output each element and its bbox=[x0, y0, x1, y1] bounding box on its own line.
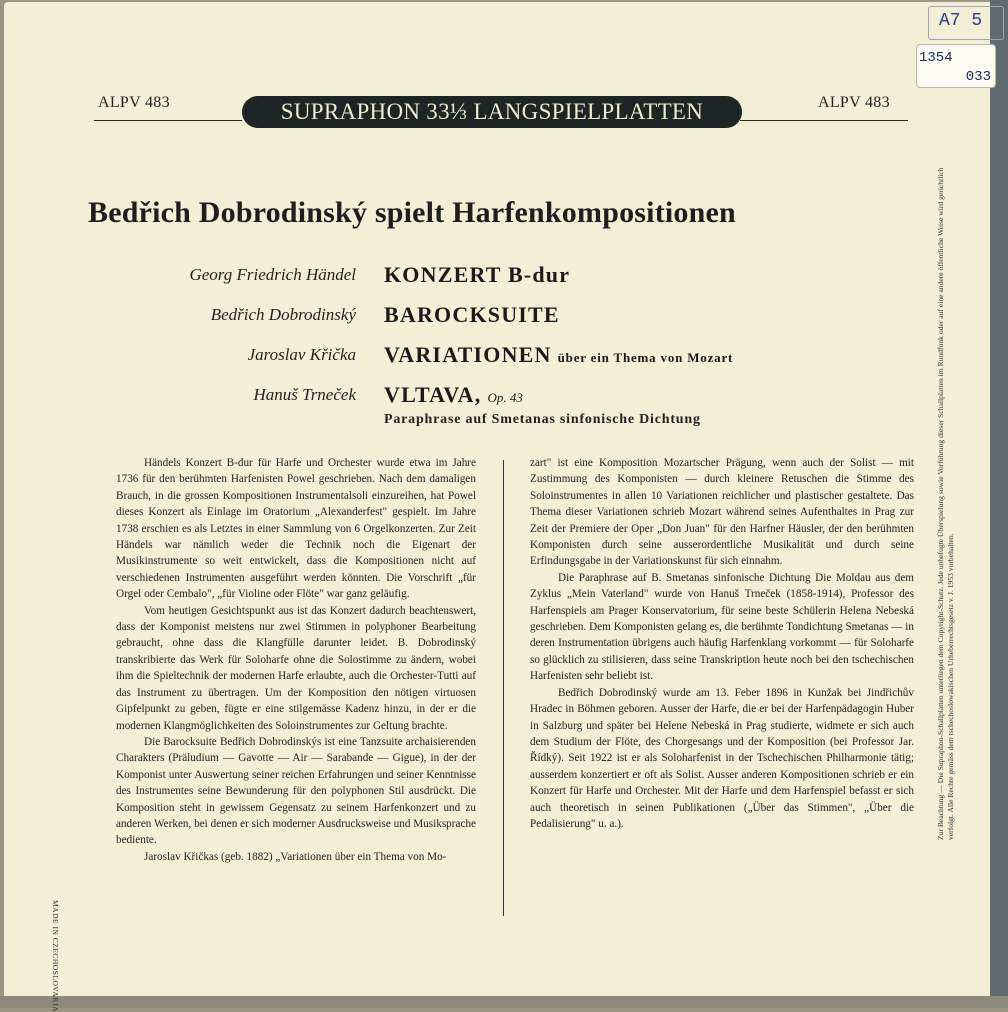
notes-paragraph: Vom heutigen Gesichtspunkt aus ist das Konzert dadurch beachtenswert, dass der Komponist meistens nur zwei Stimmen in polyphoner Bearbeitung gebraucht, ohne dass die Klangfülle darunter leidet. B. Dobrodinský transkribierte das Werk für Soloharfe ohne die Solostimme zu ändern, wobei ihm die Spieltechnik der modernen Harfe erlaubte, auch die Orchester-Tutti auf das Instrument zu übertragen. Um der Komposition den nötigen virtuosen Gipfelpunkt zu geben, fügte er eine stilgemässe Kadenz hinzu, in der er die modernen Klangmöglichkeiten des Soloinstrumentes zur Geltung brachte. bbox=[116, 604, 476, 732]
header-rule-right bbox=[740, 120, 908, 121]
track-2-composer: Bedřich Dobrodinský bbox=[210, 305, 356, 324]
notes-paragraph: zart" ist eine Komposition Mozartscher Prägung, wenn auch der Solist — mit Zustimmung des Komponisten — durch kleinere Retuschen die Stimme des Soloinstrumentes in allen 10 Variationen reichlicher und plastischer gestaltete. Das Thema dieser Variationen schrieb Mozart während seines Aufenthaltes in Prag zur Zeit der Premiere der Oper „Don Juan" für den Harfner Häusler, der den berühmten Komponisten durch seine ausserordentliche Musikalität und durch seine Erfindungsgabe in der Variationskunst für sich einnahm. bbox=[530, 457, 914, 568]
track-4-paraphrase: Paraphrase auf Smetanas sinfonische Dichtung bbox=[384, 412, 701, 427]
catalog-number-left: ALPV 483 bbox=[98, 94, 170, 111]
notes-paragraph: Händels Konzert B-dur für Harfe und Orchester wurde etwa im Jahre 1736 für den berühmten Harfenisten Powel geschrieben. Nach dem damaligen Brauch, in die grossen Kompositionen Instrumentalsoli einzureihen, hat Powel dieses Konzert als Einlage im Oratorium „Alexanderfest" gespielt. Im Jahre 1738 erschien es als Letztes in einer Sammlung von 6 Orgelkonzerten. Zur Zeit Händels war nämlich weder die Technik noch die Eigenart der Musikinstrumente so weit entwickelt, dass die Kompositionen nicht auf verschiedenen Instrumenten ausgeführt werden könnten. Die Vorschrift „für Orgel oder Cembalo", „für Violine oder Flöte" war ganz geläufig. bbox=[116, 457, 476, 601]
background-edge-bottom bbox=[0, 996, 1008, 1008]
notes-paragraph: Jaroslav Křičkas (geb. 1882) „Variationen über ein Thema von Mo- bbox=[144, 850, 447, 863]
sticker-number-top: 1354 bbox=[919, 50, 953, 66]
notes-paragraph: Bedřich Dobrodinský wurde am 13. Feber 1896 in Kunžak bei Jindřichův Hradec in Böhmen geboren. Ausser der Harfe, die er bei der Harfenpädagogin Huber in Salzburg und später bei Helene Nebeská in Prag studierte, widmete er sich auch dem Studium der Flöte, des Chorgesangs und der Komposition (bei Professor Jar. Řídký). Seit 1922 ist er als Soloharfenist in der Tschechischen Philharmonie tätig; ausserdem konzertiert er oft als Solist. Ausser anderen Kompositionen schrieb er ein Konzert für Harfe und Orchester. Mit der Harfe und dem Harfenspiel befasst er sich auch theoretisch in seinen Publikationen („Über das Stimmen", „Über die Pedalisierung" u. a.). bbox=[530, 686, 914, 830]
track-3-subtitle: über ein Thema von Mozart bbox=[557, 350, 734, 365]
catalog-number-right: ALPV 483 bbox=[818, 94, 890, 111]
column-divider bbox=[503, 460, 504, 916]
sticker-number-bottom: 033 bbox=[965, 69, 991, 85]
made-in-label: MADE IN CZECHOSLOVAKIA bbox=[51, 900, 60, 1012]
track-4-composer: Hanuš Trneček bbox=[253, 385, 356, 404]
track-4-opus: Op. 43 bbox=[487, 390, 523, 405]
track-2-work: BAROCKSUITE bbox=[384, 302, 560, 327]
track-4-work: VLTAVA, Op. 43 bbox=[384, 382, 523, 407]
track-3-work: VARIATIONEN über ein Thema von Mozart bbox=[384, 342, 734, 367]
copyright-notice: Zur Beachtung — Die Supraphon-Schallplatten unterliegen dem Copyright-Schutz. Jede unbefugte Überspielung sowie Vorführung dieser Schallplatten im Rundfunk oder auf eine andere öffentliche Weise wird gerichtlich verfolgt. Alle Rechte gemäss dem tschechoslowakischen Urheberrechtsgesetz v. J. 1953 vorbehalten. bbox=[936, 167, 955, 840]
liner-notes-left bbox=[116, 455, 476, 865]
track-3-composer: Jaroslav Křička bbox=[247, 345, 356, 364]
supraphon-banner: SUPRAPHON 33⅓ LANGSPIELPLATTEN bbox=[242, 96, 742, 128]
inventory-sticker bbox=[916, 44, 996, 88]
notes-paragraph: Die Paraphrase auf B. Smetanas sinfonische Dichtung Die Moldau aus dem Zyklus „Mein Vaterland" wurde von Hanuš Trneček (1858-1914), Professor des Harfenspiels am Prager Konservatorium, für seine beste Schülerin Helena Nebeská geschrieben. Dem Komponisten gelang es, die berühmte Tondichtung Smetanas — in deren Instrumentation übrigens auch häufig Harfenklang vorkommt — für Soloharfe so glücklich zu stilisieren, dass seine Transkription heute noch bei den tschechischen Harfenisten sehr beliebt ist. bbox=[530, 571, 914, 683]
handwritten-corner-note: A7 5 bbox=[928, 6, 1004, 40]
track-1-work: KONZERT B-dur bbox=[384, 262, 571, 287]
track-1-composer: Georg Friedrich Händel bbox=[189, 265, 356, 284]
liner-notes-right bbox=[530, 455, 914, 832]
notes-paragraph: Die Barocksuite Bedřich Dobrodinskýs ist eine Tanzsuite archaisierenden Charakters (Präludium — Gavotte — Air — Sarabande — Gigue), in der der Komponist unter Auswertung seiner reichen Erfahrungen und seiner Kenntnisse des Instrumentes seine Bewunderung für den polyphonen Stil ausdrückt. Die Komposition steht in gewissem Gegensatz zu seinem Harfenkonzert und zu anderen Werken, bei denen er sich moderner Ausdrucksweise und Musiksprache bediente. bbox=[116, 735, 476, 847]
header-rule-left bbox=[94, 120, 242, 121]
background-edge-right bbox=[990, 0, 1008, 1008]
album-title: Bedřich Dobrodinský spielt Harfenkompositionen bbox=[88, 196, 736, 229]
